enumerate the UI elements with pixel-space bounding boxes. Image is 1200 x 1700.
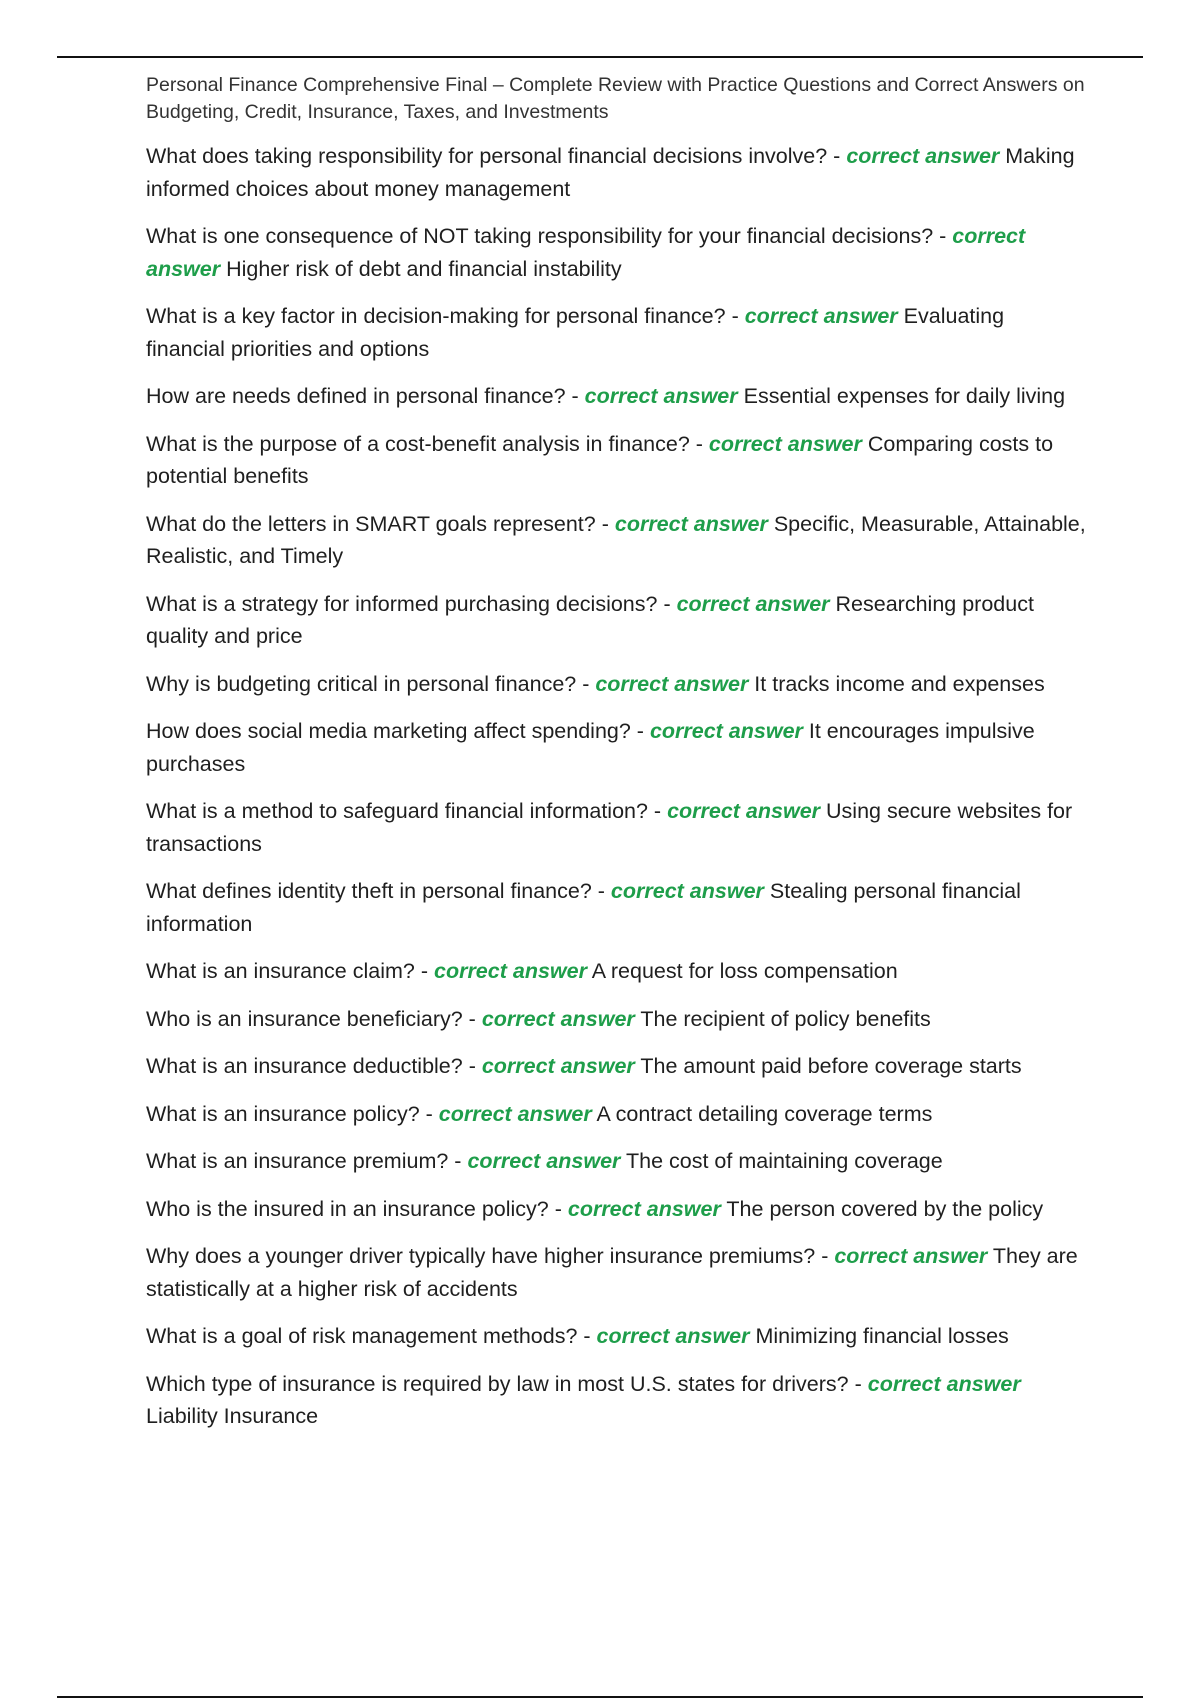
correct-answer-label: correct answer — [667, 799, 821, 823]
answer-text: Minimizing financial losses — [755, 1324, 1009, 1348]
separator: - — [630, 719, 650, 743]
separator: - — [689, 431, 709, 456]
correct-answer-label: correct answer — [438, 1101, 592, 1126]
question-text: Why does a younger driver typically have higher insurance premiums? — [146, 1244, 816, 1268]
question-text: What is an insurance claim? — [146, 959, 415, 983]
correct-answer-label: correct answer — [649, 719, 803, 743]
document-title: Personal Finance Comprehensive Final – Complete Review with Practice Questions and Correct Answers on Budgeting, Credit, Insurance, Taxes, and Investments — [146, 74, 1085, 123]
separator: - — [657, 591, 677, 616]
question-text: What is an insurance deductible? — [146, 1054, 463, 1078]
correct-answer-label: correct answer — [481, 1054, 635, 1078]
qa-item — [146, 795, 1086, 860]
answer-text: Stealing personal financial information — [146, 879, 1021, 936]
correct-answer-label: correct answer — [708, 431, 862, 456]
correct-answer-label: correct answer — [834, 1244, 988, 1268]
answer-text: Higher risk of debt and financial instability — [226, 256, 622, 281]
question-text: What is an insurance policy? — [146, 1101, 420, 1126]
separator: - — [933, 224, 953, 248]
correct-answer-label: correct answer — [846, 144, 1000, 168]
correct-answer-label: correct answer — [584, 384, 738, 408]
correct-answer-label: correct answer — [596, 1324, 750, 1348]
qa-item — [146, 300, 1086, 365]
answer-text: The recipient of policy benefits — [640, 1006, 931, 1031]
qa-item — [146, 1320, 1086, 1353]
question-text: How are needs defined in personal finance? — [146, 384, 566, 408]
question-text: What is a method to safeguard financial information? — [146, 799, 648, 823]
answer-text: A request for loss compensation — [591, 959, 898, 983]
answer-text: Using secure websites for transactions — [146, 799, 1073, 856]
separator: - — [647, 799, 668, 823]
qa-item — [146, 1003, 1086, 1036]
question-text: What defines identity theft in personal finance? — [146, 879, 592, 903]
answer-text: Essential expenses for daily living — [743, 384, 1066, 408]
qa-item — [146, 1145, 1086, 1178]
separator: - — [815, 1244, 835, 1268]
separator: - — [577, 1324, 597, 1348]
qa-list — [146, 140, 1086, 1433]
separator: - — [462, 1054, 482, 1078]
question-text: What is a strategy for informed purchasing decisions? — [146, 591, 658, 616]
separator: - — [576, 671, 596, 696]
separator: - — [827, 144, 847, 168]
qa-item — [146, 1240, 1086, 1305]
answer-text: They are statistically at a higher risk of accidents — [146, 1244, 1078, 1301]
question-text: How does social media marketing affect spending? — [146, 719, 631, 743]
answer-text: Specific, Measurable, Attainable, Realistic, and Timely — [146, 511, 1086, 568]
question-text: What does taking responsibility for personal financial decisions involve? — [146, 144, 828, 168]
qa-item — [146, 508, 1086, 573]
question-text: What is a goal of risk management methods? — [146, 1324, 578, 1348]
answer-text: Evaluating financial priorities and options — [146, 304, 1005, 361]
answer-text: Comparing costs to potential benefits — [146, 431, 1054, 488]
question-text: Who is an insurance beneficiary? — [146, 1006, 463, 1031]
correct-answer-label: correct answer — [595, 671, 749, 696]
answer-text: It tracks income and expenses — [754, 671, 1045, 696]
separator: - — [725, 304, 745, 328]
qa-item — [146, 140, 1086, 205]
qa-item — [146, 380, 1086, 413]
top-rule — [57, 56, 1143, 58]
separator: - — [565, 384, 585, 408]
separator: - — [448, 1149, 468, 1173]
separator: - — [462, 1006, 482, 1031]
question-text: Why is budgeting critical in personal finance? — [146, 671, 577, 696]
correct-answer-label: correct answer — [433, 959, 587, 983]
question-text: What is an insurance premium? — [146, 1149, 449, 1173]
answer-text: The cost of maintaining coverage — [626, 1149, 943, 1173]
separator: - — [591, 879, 611, 903]
separator: - — [548, 1196, 568, 1221]
correct-answer-label: correct answer — [867, 1371, 1021, 1396]
question-text: What is the purpose of a cost-benefit analysis in finance? — [146, 431, 690, 456]
question-text: What do the letters in SMART goals represent? — [146, 511, 596, 536]
qa-item — [146, 875, 1086, 940]
separator: - — [848, 1371, 868, 1396]
correct-answer-label: correct answer — [614, 511, 768, 536]
answer-text: The amount paid before coverage starts — [640, 1054, 1022, 1078]
question-text: What is one consequence of NOT taking responsibility for your financial decisions? — [146, 224, 934, 248]
answer-text: It encourages impulsive purchases — [146, 719, 1035, 776]
answer-text: Researching product quality and price — [146, 591, 1034, 648]
qa-item — [146, 1050, 1086, 1083]
qa-item — [146, 1368, 1086, 1433]
correct-answer-label: correct answer — [610, 879, 764, 903]
correct-answer-label: correct answer — [146, 224, 1026, 281]
correct-answer-label: correct answer — [467, 1149, 621, 1173]
qa-item — [146, 220, 1086, 285]
qa-item — [146, 955, 1086, 988]
question-text: What is a key factor in decision-making for personal finance? — [146, 304, 726, 328]
qa-item — [146, 588, 1086, 653]
answer-text: Liability Insurance — [146, 1404, 319, 1428]
correct-answer-label: correct answer — [567, 1196, 721, 1221]
correct-answer-label: correct answer — [744, 304, 898, 328]
qa-item — [146, 428, 1086, 493]
correct-answer-label: correct answer — [676, 591, 830, 616]
separator: - — [414, 959, 434, 983]
separator: - — [595, 511, 615, 536]
separator: - — [419, 1101, 439, 1126]
correct-answer-label: correct answer — [481, 1006, 635, 1031]
qa-item — [146, 1098, 1086, 1131]
document-body — [146, 72, 1086, 1448]
bottom-rule — [57, 1696, 1143, 1698]
question-text: Who is the insured in an insurance policy? — [146, 1196, 549, 1221]
qa-item — [146, 715, 1086, 780]
answer-text: The person covered by the policy — [726, 1196, 1044, 1221]
answer-text: A contract detailing coverage terms — [596, 1101, 933, 1126]
qa-item — [146, 1193, 1086, 1226]
qa-item — [146, 668, 1086, 701]
answer-text: Making informed choices about money management — [146, 144, 1075, 201]
question-text: Which type of insurance is required by law in most U.S. states for drivers? — [146, 1371, 849, 1396]
